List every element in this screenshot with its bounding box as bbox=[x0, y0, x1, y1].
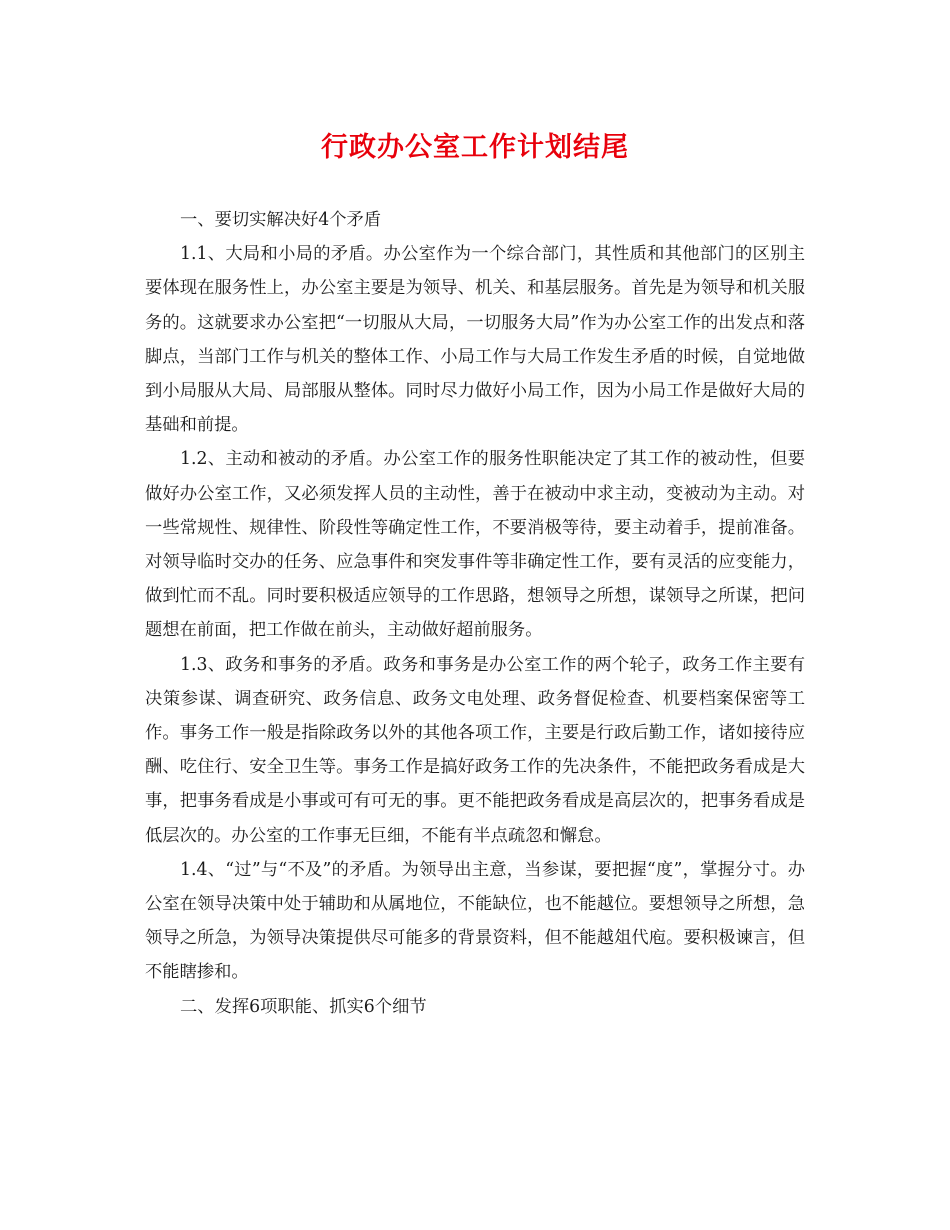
paragraph-1-4: 1.4、“过”与“不及”的矛盾。为领导出主意，当参谋，要把握“度”，掌握分寸。办公室在领导决策中处于辅助和从属地位，不能缺位，也不能越位。要想领导之所想，急领导之所急，为领导决策提供尽可能多的背景资料，但不能越俎代庖。要积极谏言，但不能瞎掺和。 bbox=[145, 859, 805, 983]
paragraph-1-1: 1.1、大局和小局的矛盾。办公室作为一个综合部门，其性质和其他部门的区别主要体现在服务性上，办公室主要是为领导、机关、和基层服务。首先是为领导和机关服务的。这就要求办公室把“一切服从大局，一切服务大局”作为办公室工作的出发点和落脚点，当部门工作与机关的整体工作、小局工作与大局工作发生矛盾的时候，自觉地做到小局服从大局、局部服从整体。同时尽力做好小局工作，因为小局工作是做好大局的基础和前提。 bbox=[145, 244, 805, 436]
document-title: 行政办公室工作计划结尾 bbox=[321, 132, 629, 163]
section-heading-1: 一、要切实解决好4个矛盾 bbox=[180, 210, 382, 230]
section-heading-2: 二、发挥6项职能、抓实6个细节 bbox=[180, 996, 427, 1017]
paragraph-1-2: 1.2、主动和被动的矛盾。办公室工作的服务性职能决定了其工作的被动性，但要做好办公室工作，又必须发挥人员的主动性，善于在被动中求主动，变被动为主动。对一些常规性、规律性、阶段性等确定性工作，不要消极等待，要主动着手，提前准备。对领导临时交办的任务、应急事件和突发事件等非确定性工作，要有灵活的应变能力，做到忙而不乱。同时要积极适应领导的工作思路，想领导之所想，谋领导之所谋，把问题想在前面，把工作做在前头，主动做好超前服务。 bbox=[145, 449, 805, 641]
paragraph-1-3: 1.3、政务和事务的矛盾。政务和事务是办公室工作的两个轮子，政务工作主要有决策参谋、调查研究、政务信息、政务文电处理、政务督促检查、机要档案保密等工作。事务工作一般是指除政务以外的其他各项工作，主要是行政后勤工作，诸如接待应酬、吃住行、安全卫生等。事务工作是搞好政务工作的先决条件，不能把政务看成是大事，把事务看成是小事或可有可无的事。更不能把政务看成是高层次的，把事务看成是低层次的。办公室的工作事无巨细，不能有半点疏忽和懈怠。 bbox=[145, 654, 805, 846]
document-body bbox=[145, 203, 805, 1024]
